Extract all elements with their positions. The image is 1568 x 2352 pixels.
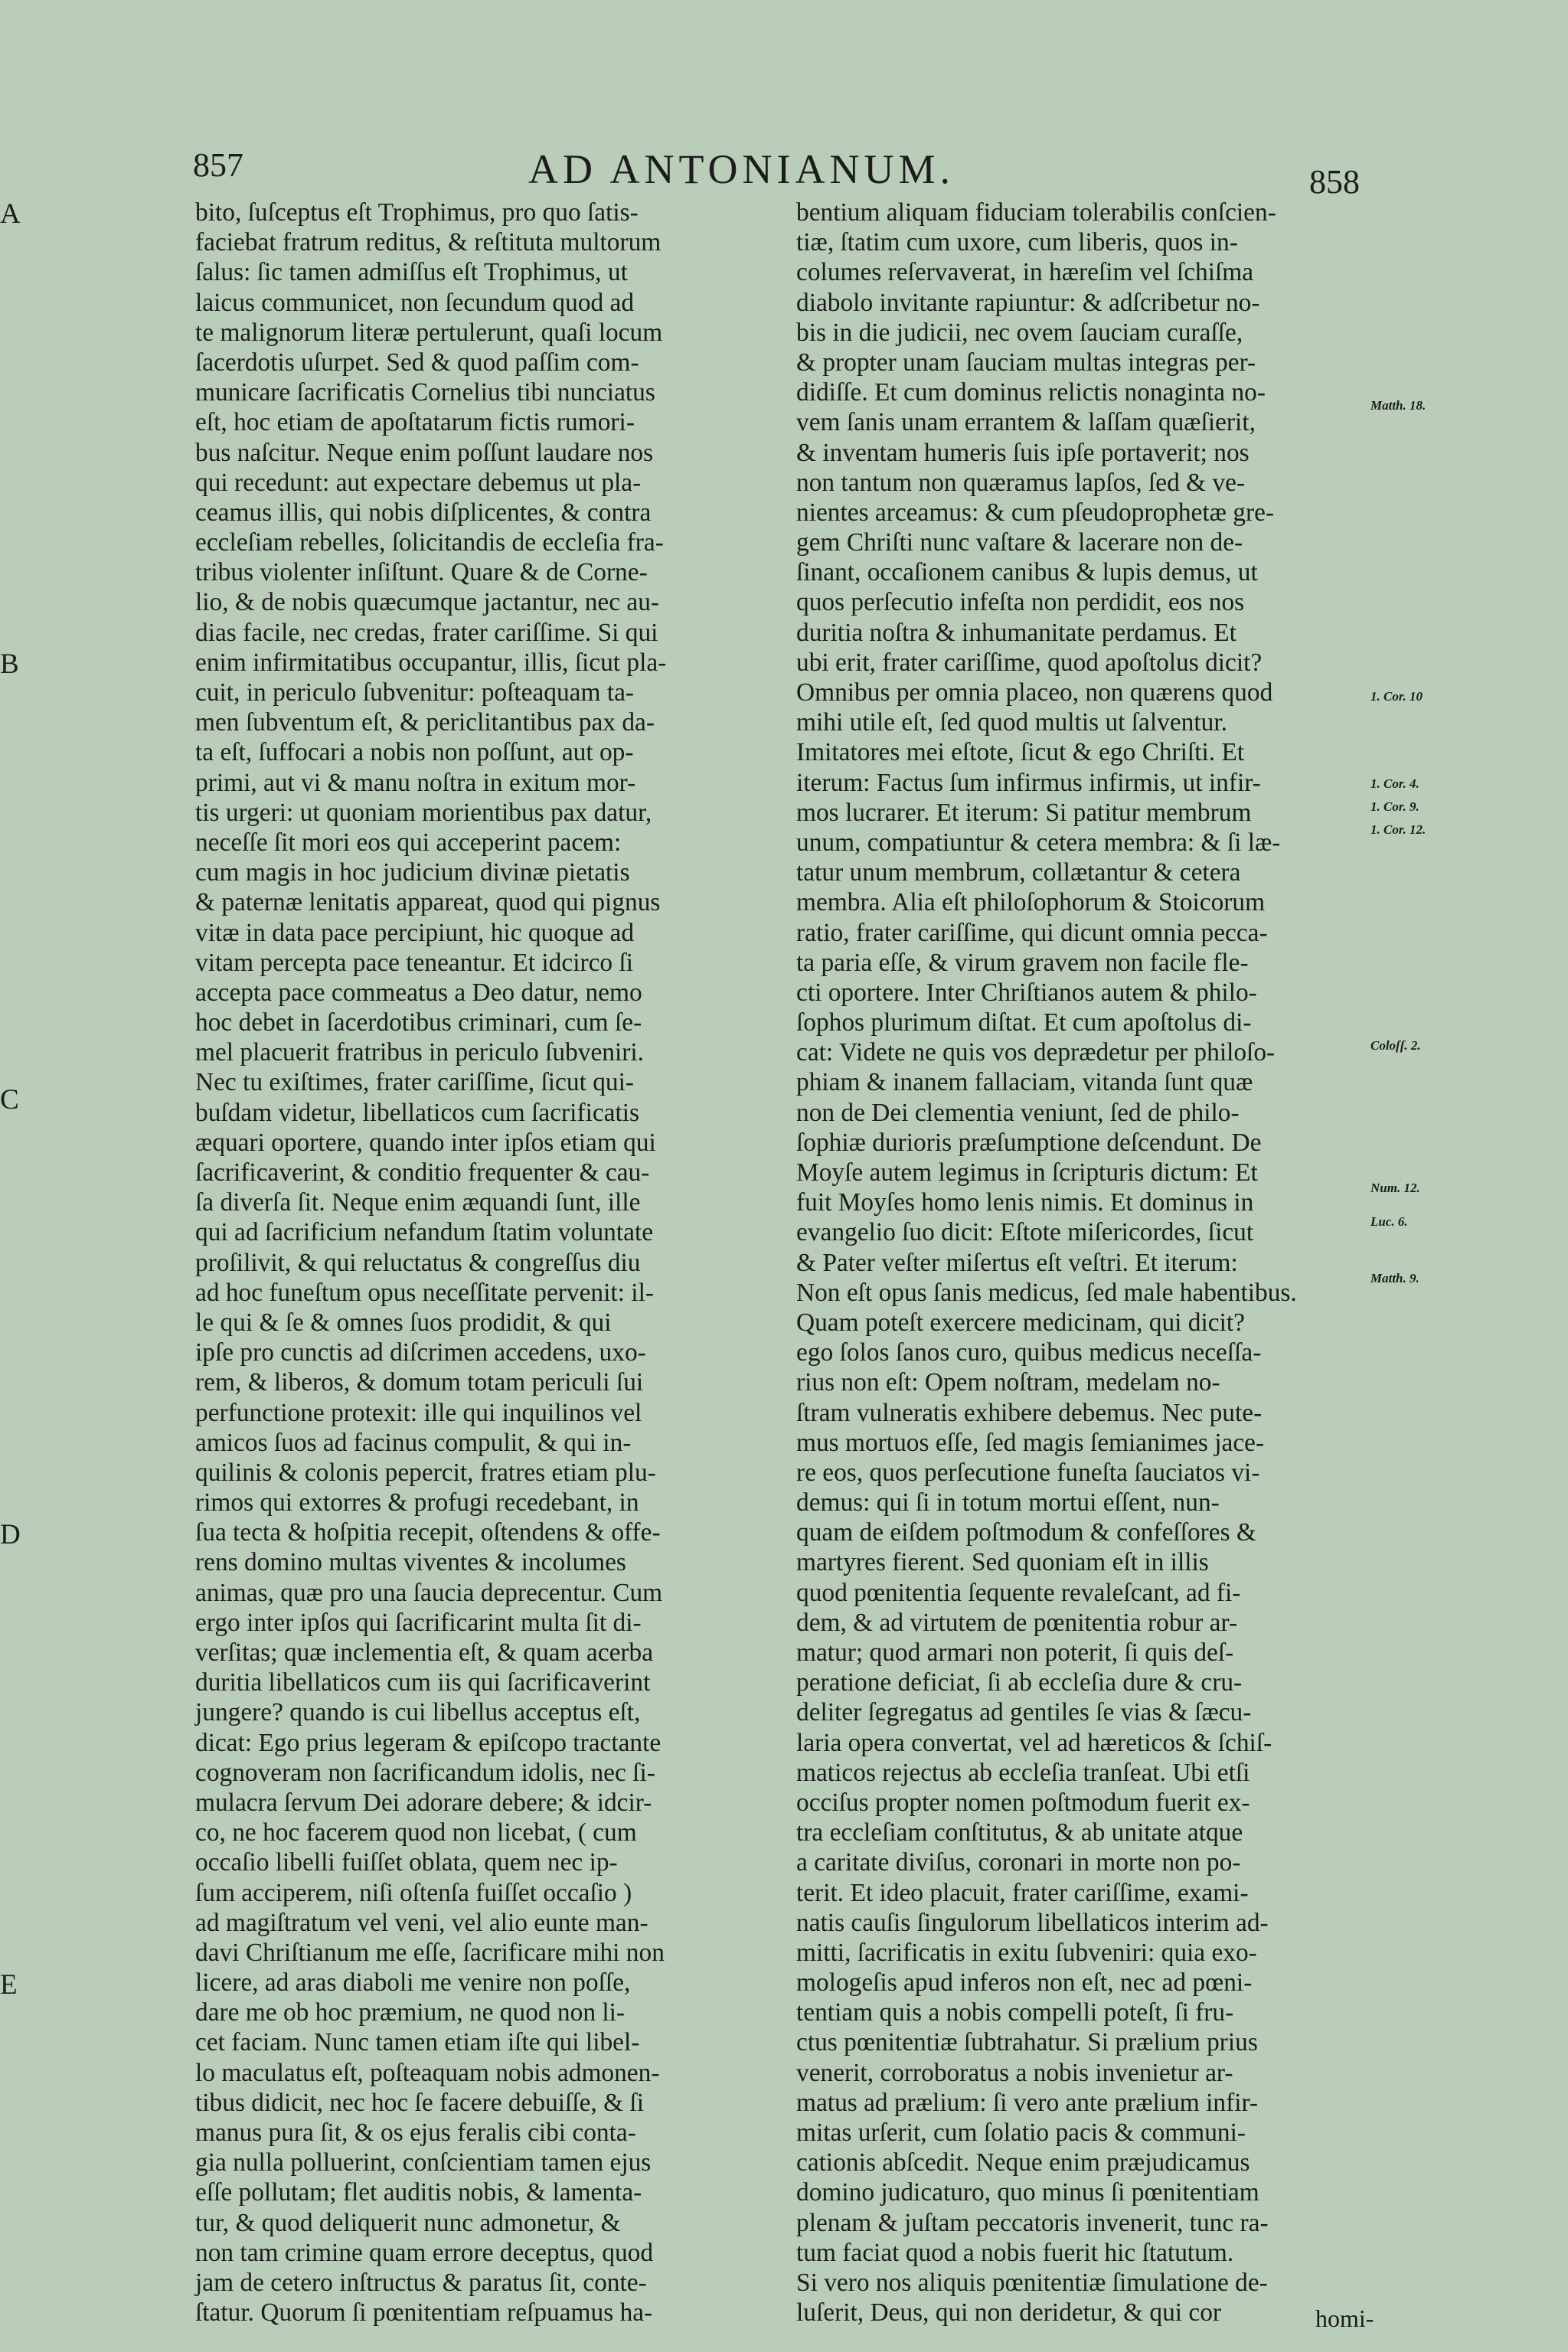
text-line: accepta pace commeatus a Deo datur, nemo — [195, 978, 642, 1007]
text-line: & paternæ lenitatis appareat, quod qui pignus — [195, 888, 661, 917]
text-line: amicos ſuos ad facinus compulit, & qui in- — [195, 1428, 632, 1457]
text-line: ctus pœnitentiæ ſubtrahatur. Si prælium prius — [796, 2028, 1258, 2057]
section-marker-e: E — [0, 1969, 18, 2001]
text-line: davi Chriſtianum me eſſe, ſacrificare mihi non — [195, 1938, 665, 1967]
margin-note: 1. Cor. 9. — [1370, 799, 1419, 814]
text-line: cognoveram non ſacrificandum idolis, nec ſi- — [195, 1758, 655, 1787]
text-line: ubi erit, frater cariſſime, quod apoſtolus dicit? — [796, 648, 1263, 677]
text-line: ceamus illis, qui nobis diſplicentes, & contra — [195, 498, 652, 527]
text-line: bentium aliquam fiduciam tolerabilis conſcien- — [796, 198, 1276, 227]
text-line: diabolo invitante rapiuntur: & adſcribetur no- — [796, 288, 1260, 317]
text-line: ſacerdotis uſurpet. Sed & quod paſſim com- — [195, 348, 639, 377]
text-line: jungere? quando is cui libellus acceptus eſt, — [195, 1698, 641, 1727]
text-line: ſophiæ durioris præſumptione deſcendunt. De — [796, 1128, 1262, 1157]
text-line: Non eſt opus ſanis medicus, ſed male habentibus. — [796, 1278, 1297, 1307]
text-line: laria opera convertat, vel ad hæreticos & ſchiſ- — [796, 1728, 1272, 1757]
text-line: Omnibus per omnia placeo, non quærens quod — [796, 678, 1273, 707]
text-line: dicat: Ego prius legeram & epiſcopo tractante — [195, 1728, 662, 1757]
text-line: nientes arceamus: & cum pſeudoprophetæ gre- — [796, 498, 1275, 527]
text-line: ipſe pro cunctis ad diſcrimen accedens, uxo- — [195, 1338, 646, 1367]
text-line: ſua tecta & hoſpitia recepit, oſtendens & offe- — [195, 1518, 661, 1547]
text-line: mulacra ſervum Dei adorare debere; & idcir- — [195, 1788, 652, 1817]
text-line: bis in die judicii, nec ovem ſauciam curaſſe, — [796, 318, 1243, 347]
text-line: mologeſis apud inferos non eſt, nec ad pœni- — [796, 1968, 1253, 1998]
section-marker-b: B — [0, 648, 19, 680]
text-line: qui ad ſacrificium nefandum ſtatim voluntate — [195, 1218, 654, 1247]
margin-note: 1. Cor. 10 — [1370, 689, 1423, 704]
text-line: plenam & juſtam peccatoris invenerit, tunc ra- — [796, 2208, 1269, 2237]
margin-note: Matth. 18. — [1370, 398, 1426, 413]
text-line: matus ad prælium: ſi vero ante prælium infir- — [796, 2088, 1259, 2117]
text-line: gia nulla polluerint, conſcientiam tamen ejus — [195, 2148, 652, 2177]
text-line: eſt, hoc etiam de apoſtatarum fictis rumori- — [195, 408, 635, 437]
text-line: licere, ad aras diaboli me venire non poſſe, — [195, 1968, 631, 1998]
text-line: cationis abſcedit. Neque enim præjudicamus — [796, 2148, 1250, 2177]
text-line: ſalus: ſic tamen admiſſus eſt Trophimus, ut — [195, 258, 628, 287]
text-line: enim infirmitatibus occupantur, illis, ſicut pla- — [195, 648, 667, 677]
text-line: duritia libellaticos cum iis qui ſacrificaverint — [195, 1668, 651, 1697]
running-title: AD ANTONIANUM. — [528, 146, 956, 192]
text-line: natis cauſis ſingulorum libellaticos interim ad- — [796, 1908, 1269, 1937]
text-line: eccleſiam rebelles, ſolicitandis de eccleſia fra- — [195, 528, 664, 557]
text-line: quilinis & colonis pepercit, fratres etiam plu- — [195, 1458, 656, 1487]
text-line: ta paria eſſe, & virum gravem non facile fle- — [796, 948, 1249, 977]
text-line: lo maculatus eſt, poſteaquam nobis admonen- — [195, 2058, 660, 2087]
page-header — [0, 145, 1568, 199]
text-line: mihi utile eſt, ſed quod multis ut ſalventur. — [796, 708, 1227, 737]
text-line: iterum: Factus ſum infirmus infirmis, ut infir- — [796, 768, 1261, 797]
section-marker-c: C — [0, 1084, 19, 1116]
text-line: vitæ in data pace percipiunt, hic quoque ad — [195, 918, 635, 947]
text-line: rius non eſt: Opem noſtram, medelam no- — [796, 1368, 1220, 1397]
text-line: verſitas; quæ inclementia eſt, & quam acerba — [195, 1638, 654, 1667]
text-line: re eos, quos perſecutione funeſta ſauciatos vi- — [796, 1458, 1260, 1487]
text-line: rens domino multas viventes & incolumes — [195, 1548, 626, 1577]
text-line: ad hoc funeſtum opus neceſſitate pervenit: il- — [195, 1278, 654, 1307]
text-line: æquari oportere, quando inter ipſos etiam qui — [195, 1128, 656, 1157]
text-line: bus naſcitur. Neque enim poſſunt laudare nos — [195, 438, 654, 467]
text-line: ad magiſtratum vel veni, vel alio eunte man- — [195, 1908, 648, 1937]
text-line: tis urgeri: ut quoniam morientibus pax datur, — [195, 798, 652, 827]
text-line: laicus communicet, non ſecundum quod ad — [195, 288, 635, 317]
text-line: ta eſt, ſuffocari a nobis non poſſunt, aut op- — [195, 738, 634, 767]
text-line: perfunctione protexit: ille qui inquilinos vel — [195, 1398, 642, 1427]
text-line: Imitatores mei eſtote, ſicut & ego Chriſti. Et — [796, 738, 1245, 767]
text-line: maticos rejectus ab eccleſia tranſeat. Ubi etſi — [796, 1758, 1250, 1787]
text-line: jam de cetero inſtructus & paratus ſit, conte- — [195, 2268, 647, 2297]
text-line: le qui & ſe & omnes ſuos prodidit, & qui — [195, 1308, 612, 1337]
text-line: cti oportere. Inter Chriſtianos autem & philo- — [796, 978, 1257, 1007]
margin-note: Matth. 9. — [1370, 1271, 1419, 1285]
text-line: vem ſanis unam errantem & laſſam quæſierit, — [796, 408, 1256, 437]
text-line: mus mortuos eſſe, ſed magis ſemianimes jace- — [796, 1428, 1265, 1457]
text-line: ratio, frater cariſſime, qui dicunt omnia pecca- — [796, 918, 1268, 947]
text-line: ergo inter ipſos qui ſacrificarint multa ſit di- — [195, 1608, 642, 1637]
text-line: dare me ob hoc præmium, ne quod non li- — [195, 1998, 626, 2027]
text-line: tum faciat quod a nobis fuerit hic ſtatutum. — [796, 2238, 1234, 2267]
text-line: matur; quod armari non poterit, ſi quis deſ- — [796, 1638, 1234, 1667]
text-line: primi, aut vi & manu noſtra in exitum mor- — [195, 768, 636, 797]
text-line: lio, & de nobis quæcumque jactantur, nec au- — [195, 588, 660, 617]
text-line: tribus violenter inſiſtunt. Quare & de Corne- — [195, 558, 648, 587]
text-line: ego ſolos ſanos curo, quibus medicus neceſſa- — [796, 1338, 1262, 1367]
text-line: rem, & liberos, & domum totam periculi ſui — [195, 1368, 644, 1397]
margin-note: 1. Cor. 12. — [1370, 822, 1426, 837]
text-line: fuit Moyſes homo lenis nimis. Et dominus in — [796, 1188, 1254, 1217]
text-line: animas, quæ pro una ſaucia deprecentur. Cum — [195, 1578, 663, 1607]
text-line: ſinant, occaſionem canibus & lupis demus, ut — [796, 558, 1258, 587]
text-line: columes reſervaverat, in hæreſim vel ſchiſma — [796, 258, 1254, 287]
text-line: cum magis in hoc judicium divinæ pietatis — [195, 858, 630, 887]
text-line: cuit, in periculo ſubvenitur: poſteaquam ta- — [195, 678, 635, 707]
text-line: Nec tu exiſtimes, frater cariſſime, ſicut qui- — [195, 1068, 634, 1097]
margin-note: Num. 12. — [1370, 1181, 1420, 1195]
text-line: & inventam humeris ſuis ipſe portaverit; nos — [796, 438, 1250, 467]
text-line: municare ſacrificatis Cornelius tibi nunciatus — [195, 378, 655, 407]
margin-note: Luc. 6. — [1370, 1214, 1408, 1229]
text-line: manus pura ſit, & os ejus feralis cibi conta- — [195, 2118, 636, 2147]
text-line: cat: Videte ne quis vos deprædetur per philoſo- — [796, 1038, 1276, 1067]
left-column — [195, 198, 779, 2328]
text-line: tatur unum membrum, collætantur & cetera — [796, 858, 1241, 887]
text-line: domino judicaturo, quo minus ſi pœnitentiam — [796, 2178, 1259, 2207]
text-line: dem, & ad virtutem de pœnitentia robur ar- — [796, 1608, 1238, 1637]
text-line: membra. Alia eſt philoſophorum & Stoicorum — [796, 888, 1266, 917]
text-line: neceſſe ſit mori eos qui acceperint pacem: — [195, 828, 622, 857]
text-line: non tantum non quæramus lapſos, ſed & ve- — [796, 468, 1246, 497]
text-line: phiam & inanem fallaciam, vitanda ſunt quæ — [796, 1068, 1253, 1097]
text-line: quam de eiſdem poſtmodum & confeſſores & — [796, 1518, 1256, 1547]
text-line: & propter unam ſauciam multas integras per- — [796, 348, 1256, 377]
text-line: ſum acciperem, niſi oſtenſa fuiſſet occaſio ) — [195, 1878, 632, 1907]
text-line: tibus didicit, nec hoc ſe facere debuiſſe, & ſi — [195, 2088, 644, 2117]
text-line: evangelio ſuo dicit: Eſtote miſericordes, ſicut — [796, 1218, 1254, 1247]
text-line: ſtatur. Quorum ſi pœnitentiam reſpuamus ha- — [195, 2298, 653, 2328]
text-line: cet faciam. Nunc tamen etiam iſte qui libel- — [195, 2028, 640, 2057]
text-line: men ſubventum eſt, & periclitantibus pax da- — [195, 708, 655, 737]
text-line: occiſus propter nomen poſtmodum fuerit ex- — [796, 1788, 1250, 1817]
text-line: mitti, ſacrificatis in exitu ſubveniri: quia exo- — [796, 1938, 1257, 1967]
text-line: vitam percepta pace teneantur. Et idcirco ſi — [195, 948, 634, 977]
text-line: unum, compatiuntur & cetera membra: & ſi læ- — [796, 828, 1281, 857]
text-line: non tam crimine quam errore deceptus, quod — [195, 2238, 654, 2267]
text-line: occaſio libelli fuiſſet oblata, quem nec ip- — [195, 1848, 618, 1877]
text-line: hoc debet in ſacerdotibus criminari, cum ſe- — [195, 1008, 642, 1037]
page-number-right: 858 — [1309, 163, 1360, 201]
text-line: non de Dei clementia veniunt, ſed de philo- — [796, 1098, 1240, 1127]
text-line: bito, ſuſceptus eſt Trophimus, pro quo ſatis- — [195, 198, 639, 227]
text-line: Quam poteſt exercere medicinam, qui dicit? — [796, 1308, 1245, 1337]
text-line: qui recedunt: aut expectare debemus ut pla- — [195, 468, 642, 497]
text-line: eſſe pollutam; flet auditis nobis, & lamenta- — [195, 2178, 642, 2207]
text-line: didiſſe. Et cum dominus relictis nonaginta no- — [796, 378, 1266, 407]
text-line: mel placuerit fratribus in periculo ſubveniri. — [195, 1038, 644, 1067]
text-line: proſilivit, & qui reluctatus & congreſſus diu — [195, 1248, 641, 1277]
text-line: venerit, corroboratus a nobis invenietur ar- — [796, 2058, 1233, 2087]
text-line: ſacrificaverint, & conditio frequenter & cau- — [195, 1158, 650, 1187]
text-line: co, ne hoc facerem quod non licebat, ( cum — [195, 1818, 637, 1847]
text-line: Si vero nos aliquis pœnitentiæ ſimulatione de- — [796, 2268, 1268, 2297]
text-line: quos perſecutio infeſta non perdidit, eos nos — [796, 588, 1245, 617]
text-line: te malignorum literæ pertulerunt, quaſi locum — [195, 318, 663, 347]
text-line: ſtram vulneratis exhibere debemus. Nec pute- — [796, 1398, 1263, 1427]
text-line: rimos qui extorres & profugi recedebant, in — [195, 1488, 639, 1517]
text-line: & Pater veſter miſertus eſt veſtri. Et iterum: — [796, 1248, 1238, 1277]
text-line: a caritate diviſus, coronari in morte non po- — [796, 1848, 1241, 1877]
text-line: peratione deficiat, ſi ab eccleſia dure & cru- — [796, 1668, 1243, 1697]
text-line: tiæ, ſtatim cum uxore, cum liberis, quos in- — [796, 228, 1238, 257]
text-line: faciebat fratrum reditus, & reſtituta multorum — [195, 228, 662, 257]
catchword: homi- — [1315, 2305, 1374, 2332]
text-line: tra eccleſiam conſtitutus, & ab unitate atque — [796, 1818, 1243, 1847]
text-line: terit. Et ideo placuit, frater cariſſime, exami- — [796, 1878, 1249, 1907]
text-line: Moyſe autem legimus in ſcripturis dictum: Et — [796, 1158, 1258, 1187]
text-line: demus: qui ſi in totum mortui eſſent, nun- — [796, 1488, 1220, 1517]
section-marker-a: A — [0, 198, 21, 230]
margin-note: 1. Cor. 4. — [1370, 776, 1419, 791]
text-line: duritia noſtra & inhumanitate perdamus. Et — [796, 618, 1236, 647]
text-line: tur, & quod deliquerit nunc admonetur, & — [195, 2208, 621, 2237]
text-line: mos lucrarer. Et iterum: Si patitur membrum — [796, 798, 1252, 827]
margin-note: Coloſſ. 2. — [1370, 1038, 1421, 1053]
text-line: tentiam quis a nobis compelli poteſt, ſi fru- — [796, 1998, 1234, 2027]
text-line: martyres fierent. Sed quoniam eſt in illis — [796, 1548, 1209, 1577]
text-line: quod pœnitentia ſequente revaleſcant, ad fi- — [796, 1578, 1241, 1607]
text-line: dias facile, nec credas, frater cariſſime. Si qui — [195, 618, 658, 647]
text-line: gem Chriſti nunc vaſtare & lacerare non de- — [796, 528, 1243, 557]
right-column — [796, 198, 1386, 2328]
section-marker-d: D — [0, 1519, 21, 1550]
text-line: buſdam videtur, libellaticos cum ſacrificatis — [195, 1098, 640, 1127]
text-line: luſerit, Deus, qui non deridetur, & qui cor — [796, 2298, 1222, 2328]
page-number-left: 857 — [193, 146, 243, 184]
text-line: ſophos plurimum diſtat. Et cum apoſtolus di- — [796, 1008, 1252, 1037]
text-line: ſa diverſa ſit. Neque enim æquandi ſunt, ille — [195, 1188, 641, 1217]
text-line: deliter ſegregatus ad gentiles ſe vias & ſæcu- — [796, 1698, 1252, 1727]
text-line: mitas urſerit, cum ſolatio pacis & communi- — [796, 2118, 1246, 2147]
